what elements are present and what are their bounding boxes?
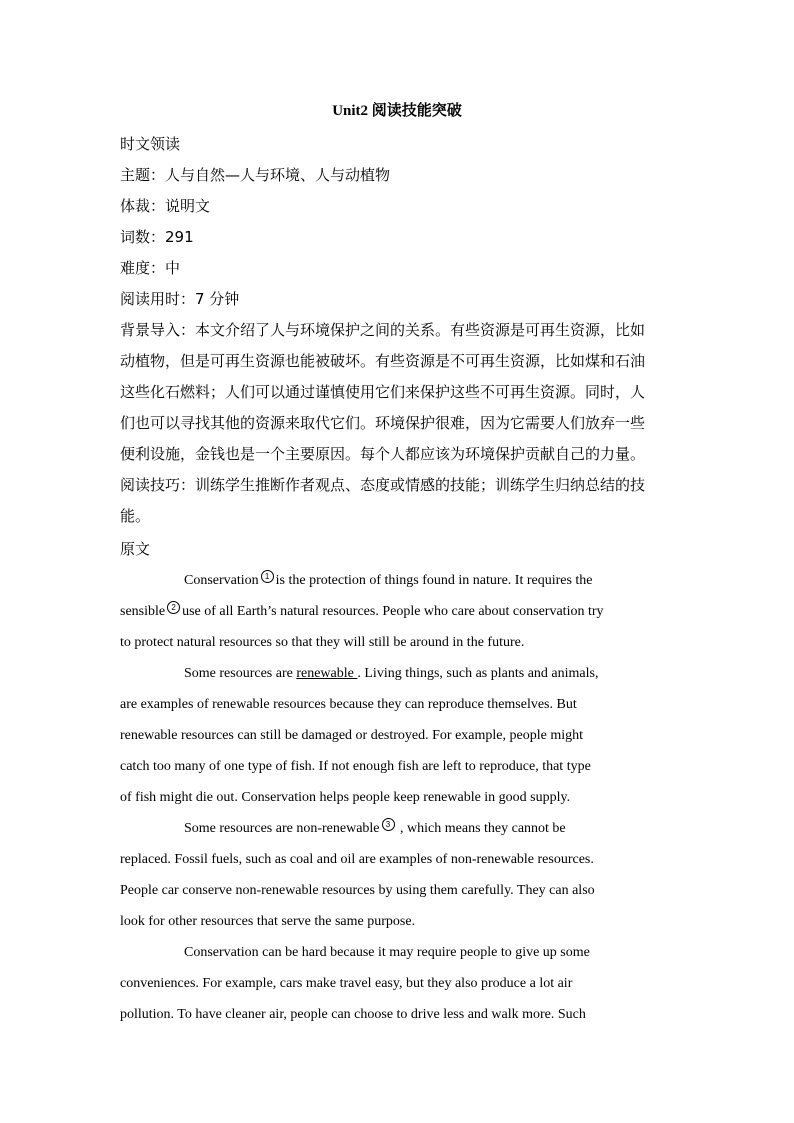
footnote-marker-1: 1 xyxy=(261,570,274,583)
article-line: People car conserve non-renewable resources by using them carefully. They can also xyxy=(120,883,595,898)
article-line xyxy=(120,813,680,844)
footnote-marker-3: 3 xyxy=(382,818,395,831)
original-text-label: 原文 xyxy=(120,540,151,558)
article-text: Some resources are non-renewable xyxy=(184,821,380,836)
article-line: to protect natural resources so that they will still be around in the future. xyxy=(120,635,525,650)
article-line: are examples of renewable resources because they can reproduce themselves. But xyxy=(120,697,577,712)
article-line: of fish might die out. Conservation helps people keep renewable in good supply. xyxy=(120,790,571,805)
article-text: . Living things, such as plants and animals, xyxy=(357,666,599,681)
article-line xyxy=(120,565,680,596)
skills-line: 阅读技巧：训练学生推断作者观点、态度或情感的技能；训练学生归纳总结的技 xyxy=(120,476,646,494)
background-line: 这些化石燃料；人们可以通过谨慎使用它们来保护这些不可再生资源。同时，人 xyxy=(120,383,646,401)
background-line: 便利设施，金钱也是一个主要原因。每个人都应该为环境保护贡献自己的力量。 xyxy=(120,445,646,463)
article-text: use of all Earth’s natural resources. People who care about conservation try xyxy=(182,604,604,619)
skills-line: 能。 xyxy=(120,507,151,525)
background-line: 们也可以寻找其他的资源来取代它们。环境保护很难，因为它需要人们放弃一些 xyxy=(120,414,646,432)
reading-skills xyxy=(120,470,680,532)
article-body xyxy=(120,565,680,1030)
word-count-line: 词数：291 xyxy=(120,228,194,246)
article-line: replaced. Fossil fuels, such as coal and oil are examples of non-renewable resources. xyxy=(120,852,594,867)
theme-line: 主题：人与自然—人与环境、人与动植物 xyxy=(120,166,391,184)
article-line: Conservation can be hard because it may require people to give up some xyxy=(184,945,590,960)
article-line: pollution. To have cleaner air, people can choose to drive less and walk more. Such xyxy=(120,1007,586,1022)
article-text: is the protection of things found in nature. It requires the xyxy=(275,573,593,588)
underlined-term: renewable xyxy=(296,666,358,681)
article-text: Conservation xyxy=(184,573,259,588)
page-title: Unit2 阅读技能突破 xyxy=(332,103,462,119)
article-line: catch too many of one type of fish. If not enough fish are left to reproduce, that type xyxy=(120,759,591,774)
section-label: 时文领读 xyxy=(120,135,181,153)
background-line: 背景导入：本文介绍了人与环境保护之间的关系。有些资源是可再生资源，比如 xyxy=(120,321,646,339)
article-text: , which means they cannot be xyxy=(396,821,566,836)
reading-time-line: 阅读用时：7 分钟 xyxy=(120,290,240,308)
article-text: Some resources are xyxy=(184,666,297,681)
article-line xyxy=(120,658,680,689)
background-line: 动植物，但是可再生资源也能被破坏。有些资源是不可再生资源，比如煤和石油 xyxy=(120,352,646,370)
article-text: sensible xyxy=(120,604,166,619)
background-intro xyxy=(120,315,680,470)
article-line: conveniences. For example, cars make travel easy, but they also produce a lot air xyxy=(120,976,573,991)
footnote-marker-2: 2 xyxy=(167,601,180,614)
article-line: look for other resources that serve the same purpose. xyxy=(120,914,416,929)
difficulty-line: 难度：中 xyxy=(120,259,181,277)
article-line: renewable resources can still be damaged or destroyed. For example, people might xyxy=(120,728,584,743)
genre-line: 体裁：说明文 xyxy=(120,197,211,215)
article-line xyxy=(120,596,680,627)
